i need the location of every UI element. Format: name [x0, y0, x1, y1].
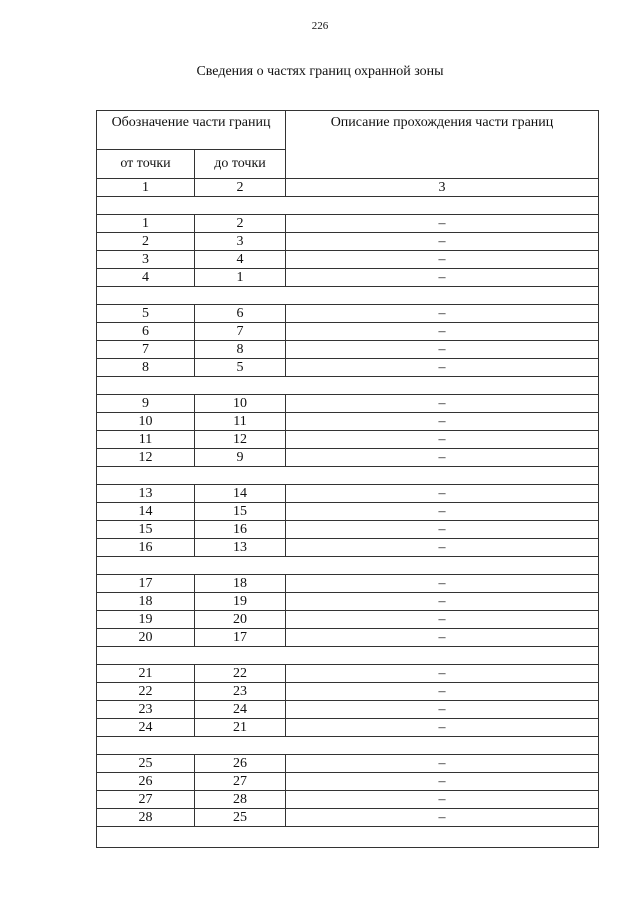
description-cell: –	[286, 395, 599, 413]
table-row	[97, 611, 599, 629]
header-to-point: до точки	[195, 150, 286, 179]
from-point-cell: 21	[97, 665, 195, 683]
table-row	[97, 413, 599, 431]
table-row	[97, 791, 599, 809]
from-point-cell: 15	[97, 521, 195, 539]
table-row	[97, 701, 599, 719]
to-point-cell: 11	[195, 413, 286, 431]
to-point-cell: 13	[195, 539, 286, 557]
table-row	[97, 809, 599, 827]
group-separator-row	[97, 287, 599, 305]
table-row	[97, 539, 599, 557]
separator-cell	[97, 557, 599, 575]
description-cell: –	[286, 485, 599, 503]
description-cell: –	[286, 611, 599, 629]
from-point-cell: 28	[97, 809, 195, 827]
table-end-row	[97, 827, 599, 848]
from-point-cell: 17	[97, 575, 195, 593]
to-point-cell: 6	[195, 305, 286, 323]
from-point-cell: 13	[97, 485, 195, 503]
separator-cell	[97, 377, 599, 395]
description-cell: –	[286, 269, 599, 287]
separator-cell	[97, 467, 599, 485]
table-row	[97, 395, 599, 413]
boundary-parts-table	[96, 110, 599, 848]
header-boundary-description: Описание прохождения части границ	[286, 111, 599, 179]
description-cell: –	[286, 791, 599, 809]
separator-cell	[97, 287, 599, 305]
from-point-cell: 10	[97, 413, 195, 431]
table-row	[97, 485, 599, 503]
from-point-cell: 16	[97, 539, 195, 557]
table-row	[97, 665, 599, 683]
from-point-cell: 1	[97, 215, 195, 233]
group-separator-row	[97, 377, 599, 395]
table-row	[97, 575, 599, 593]
description-cell: –	[286, 431, 599, 449]
description-cell: –	[286, 449, 599, 467]
table-row	[97, 773, 599, 791]
description-cell: –	[286, 503, 599, 521]
to-point-cell: 15	[195, 503, 286, 521]
description-cell: –	[286, 359, 599, 377]
to-point-cell: 27	[195, 773, 286, 791]
table-row	[97, 233, 599, 251]
to-point-cell: 17	[195, 629, 286, 647]
description-cell: –	[286, 323, 599, 341]
page-number: 226	[311, 20, 329, 32]
to-point-cell: 9	[195, 449, 286, 467]
table-row	[97, 593, 599, 611]
from-point-cell: 4	[97, 269, 195, 287]
table-row	[97, 359, 599, 377]
from-point-cell: 8	[97, 359, 195, 377]
table-row	[97, 215, 599, 233]
to-point-cell: 23	[195, 683, 286, 701]
to-point-cell: 10	[195, 395, 286, 413]
from-point-cell: 2	[97, 233, 195, 251]
from-point-cell: 19	[97, 611, 195, 629]
to-point-cell: 22	[195, 665, 286, 683]
to-point-cell: 7	[195, 323, 286, 341]
description-cell: –	[286, 341, 599, 359]
from-point-cell: 12	[97, 449, 195, 467]
to-point-cell: 26	[195, 755, 286, 773]
table-header-row	[97, 111, 599, 150]
from-point-cell: 14	[97, 503, 195, 521]
description-cell: –	[286, 809, 599, 827]
separator-cell	[97, 827, 599, 848]
to-point-cell: 1	[195, 269, 286, 287]
separator-cell	[97, 197, 599, 215]
from-point-cell: 11	[97, 431, 195, 449]
description-cell: –	[286, 575, 599, 593]
to-point-cell: 3	[195, 233, 286, 251]
table-row	[97, 269, 599, 287]
to-point-cell: 16	[195, 521, 286, 539]
to-point-cell: 20	[195, 611, 286, 629]
from-point-cell: 3	[97, 251, 195, 269]
to-point-cell: 5	[195, 359, 286, 377]
description-cell: –	[286, 629, 599, 647]
description-cell: –	[286, 755, 599, 773]
group-separator-row	[97, 467, 599, 485]
description-cell: –	[286, 665, 599, 683]
to-point-cell: 18	[195, 575, 286, 593]
from-point-cell: 24	[97, 719, 195, 737]
page-title: Сведения о частях границ охранной зоны	[196, 64, 444, 79]
column-number: 1	[97, 179, 195, 197]
from-point-cell: 25	[97, 755, 195, 773]
group-separator-row	[97, 557, 599, 575]
from-point-cell: 5	[97, 305, 195, 323]
description-cell: –	[286, 413, 599, 431]
header-from-point: от точки	[97, 150, 195, 179]
group-separator-row	[97, 737, 599, 755]
column-number: 2	[195, 179, 286, 197]
description-cell: –	[286, 233, 599, 251]
group-separator-row	[97, 647, 599, 665]
table-row	[97, 719, 599, 737]
table-row	[97, 305, 599, 323]
description-cell: –	[286, 683, 599, 701]
to-point-cell: 14	[195, 485, 286, 503]
table-row	[97, 323, 599, 341]
to-point-cell: 2	[195, 215, 286, 233]
separator-cell	[97, 737, 599, 755]
description-cell: –	[286, 521, 599, 539]
column-number: 3	[286, 179, 599, 197]
from-point-cell: 26	[97, 773, 195, 791]
to-point-cell: 28	[195, 791, 286, 809]
table-row	[97, 251, 599, 269]
to-point-cell: 25	[195, 809, 286, 827]
group-separator-row	[97, 197, 599, 215]
description-cell: –	[286, 593, 599, 611]
table-row	[97, 683, 599, 701]
from-point-cell: 20	[97, 629, 195, 647]
to-point-cell: 4	[195, 251, 286, 269]
table-row	[97, 629, 599, 647]
to-point-cell: 19	[195, 593, 286, 611]
description-cell: –	[286, 719, 599, 737]
description-cell: –	[286, 305, 599, 323]
description-cell: –	[286, 701, 599, 719]
table-row	[97, 341, 599, 359]
from-point-cell: 18	[97, 593, 195, 611]
table-row	[97, 503, 599, 521]
to-point-cell: 12	[195, 431, 286, 449]
from-point-cell: 22	[97, 683, 195, 701]
description-cell: –	[286, 539, 599, 557]
table-row	[97, 755, 599, 773]
to-point-cell: 24	[195, 701, 286, 719]
separator-cell	[97, 647, 599, 665]
to-point-cell: 21	[195, 719, 286, 737]
from-point-cell: 6	[97, 323, 195, 341]
from-point-cell: 7	[97, 341, 195, 359]
header-boundary-part-designation: Обозначение части границ	[97, 111, 286, 150]
from-point-cell: 27	[97, 791, 195, 809]
table-row	[97, 431, 599, 449]
description-cell: –	[286, 251, 599, 269]
table-row	[97, 521, 599, 539]
from-point-cell: 23	[97, 701, 195, 719]
description-cell: –	[286, 215, 599, 233]
from-point-cell: 9	[97, 395, 195, 413]
to-point-cell: 8	[195, 341, 286, 359]
column-number-row	[97, 179, 599, 197]
description-cell: –	[286, 773, 599, 791]
table-row	[97, 449, 599, 467]
